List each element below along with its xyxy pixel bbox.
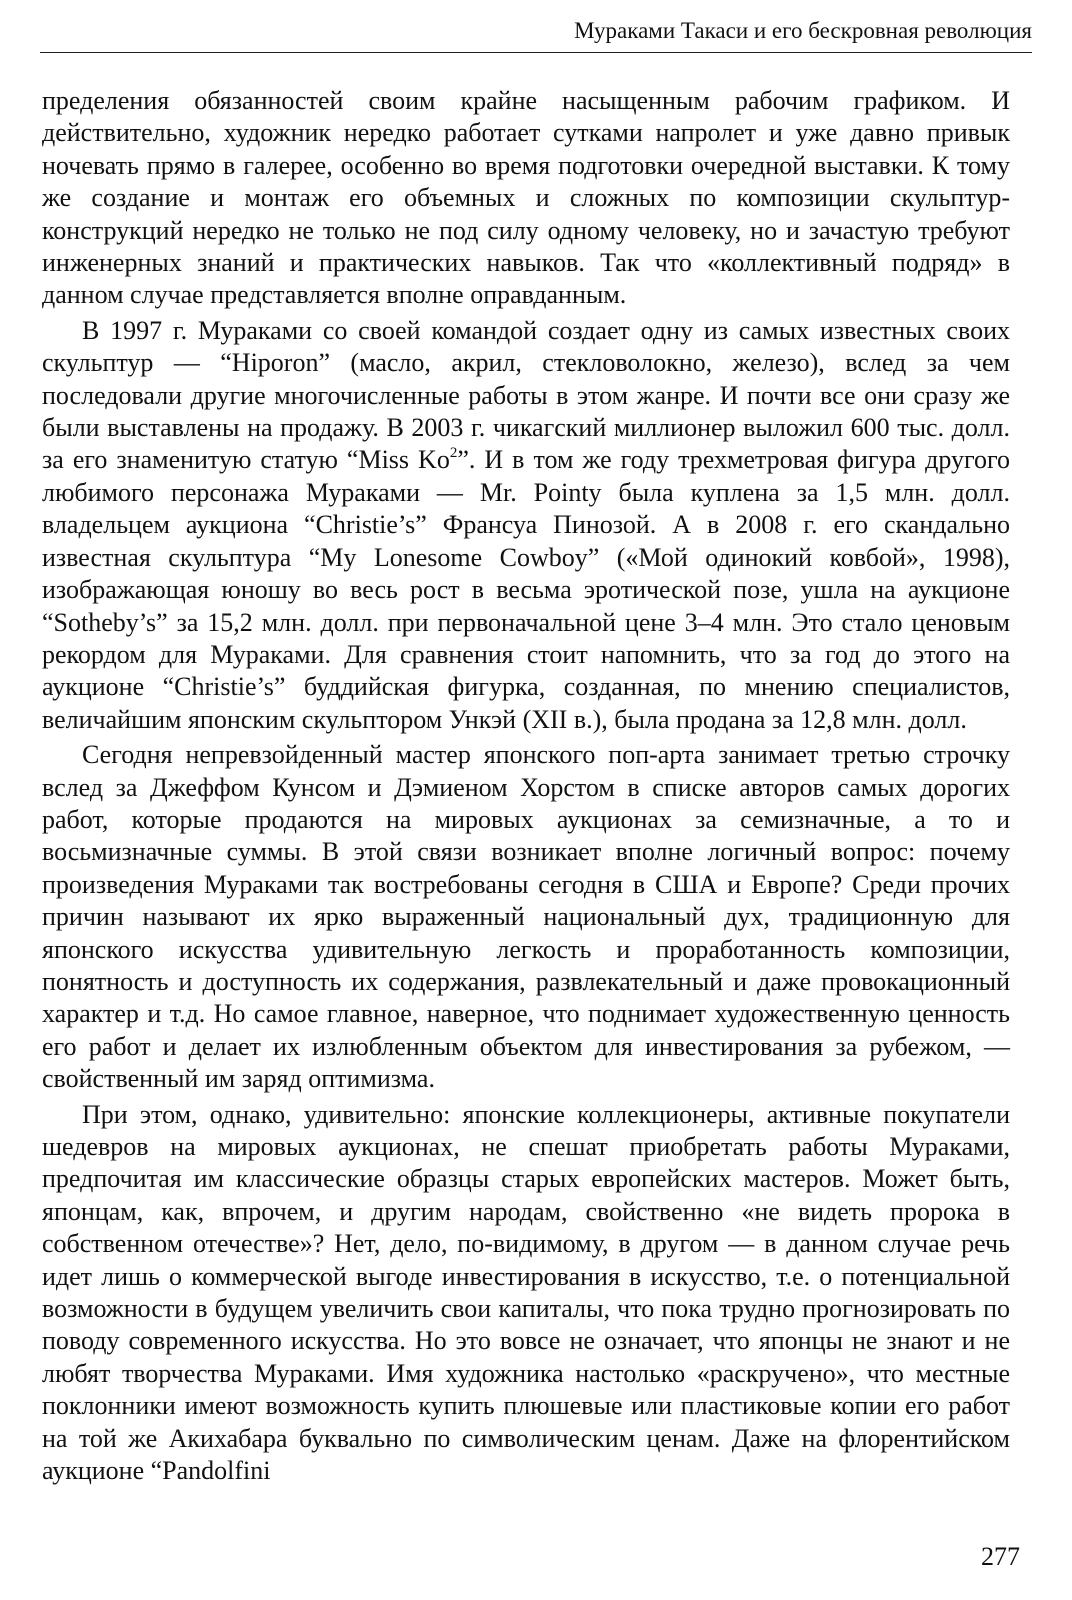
paragraph-1: пределения обязанностей своим крайне насыщенным рабочим графиком. И действительно, художник нередко работает сутками напролет и уже давно привык ночевать прямо в галерее, особенно во время подготовки очередной выставки. К тому же создание и монтаж его объемных и сложных по композиции скульптур-конструкций нередко не только не под силу одному человеку, но и зачастую требуют инженерных знаний и практических навыков. Так что «коллективный подряд» в данном случае представляется вполне оправданным. xyxy=(42,86,1010,310)
paragraph-4: При этом, однако, удивительно: японские коллекционеры, активные покупатели шедевров на мировых аукционах, не спешат приобретать работы Мураками, предпочитая им классические образцы старых европейских мастеров. Может быть, японцам, как, впрочем, и другим народам, свойственно «не видеть пророка в собственном отечестве»? Нет, дело, по-видимому, в другом — в данном случае речь идет лишь о коммерческой выгоде инвестирования в искусство, т.е. о потенциальной возможности в будущем увеличить свои капиталы, что пока трудно прогнозировать по поводу современного искусства. Но это вовсе не означает, что японцы не знают и не любят творчества Мураками. Имя художника настолько «раскручено», что местные поклонники имеют возможность купить плюшевые или пластиковые копии его работ на той же Акихабара буквально по символическим ценам. Даже на флорентийском аукционе “Pandolfini xyxy=(42,1099,1010,1486)
page-body xyxy=(42,85,1010,1490)
paragraph-2-text-start: В 1997 г. Мураками со своей командой создает одну из самых известных своих скульптур — “Hiporon” (масло, акрил, стекловолокно, железо), вслед за чем последовали другие многочисленные работы в этом жанре. И почти все они сразу же были выставлены на продажу. В 2003 г. чикагский миллионер выложил 600 тыс. долл. за его знаменитую статую “Miss Ko xyxy=(42,315,1010,475)
page-number: 277 xyxy=(981,1542,1020,1571)
paragraph-3: Сегодня непревзойденный мастер японского поп-арта занимает третью строчку вслед за Джеффом Кунсом и Дэмиеном Хорстом в списке авторов самых дорогих работ, которые продаются на мировых аукционах за семизначные, а то и восьмизначные суммы. В этой связи возникает вполне логичный вопрос: почему произведения Мураками так востребованы сегодня в США и Европе? Среди прочих причин называют их ярко выраженный национальный дух, традиционную для японского искусства удивительную легкость и проработанность композиции, понятность и доступность их содержания, развлекательный и даже провокационный характер и т.д. Но самое главное, наверное, что поднимает художественную ценность его работ и делает их излюбленным объектом для инвестирования за рубежом, — свойственный им заряд оптимизма. xyxy=(42,740,1010,1094)
running-header: Мураками Такаси и его бескровная революция xyxy=(574,18,1032,43)
paragraph-2 xyxy=(42,315,1010,736)
paragraph-2-text-end: ”. И в том же году трехметровая фигура другого любимого персонажа Мураками — Mr. Pointy была куплена за 1,5 млн. долл. владельцем аукциона “Christie’s” Франсуа Пинозой. А в 2008 г. его скандально известная скульптура “My Lonesome Cowboy” («Мой одинокий ковбой», 1998), изображающая юношу во весь рост в весьма эротической позе, ушла на аукционе “Sotheby’s” за 15,2 млн. долл. при первоначальной цене 3–4 млн. Это стало ценовым рекордом для Мураками. Для сравнения стоит напомнить, что за год до этого на аукционе “Christie’s” буддийская фигурка, созданная, по мнению специалистов, величайшим японским скульптором Ункэй (XII в.), была продана за 12,8 млн. долл. xyxy=(42,445,1011,734)
superscript-footnote-mark: 2 xyxy=(449,445,458,462)
header-divider xyxy=(40,52,1032,53)
